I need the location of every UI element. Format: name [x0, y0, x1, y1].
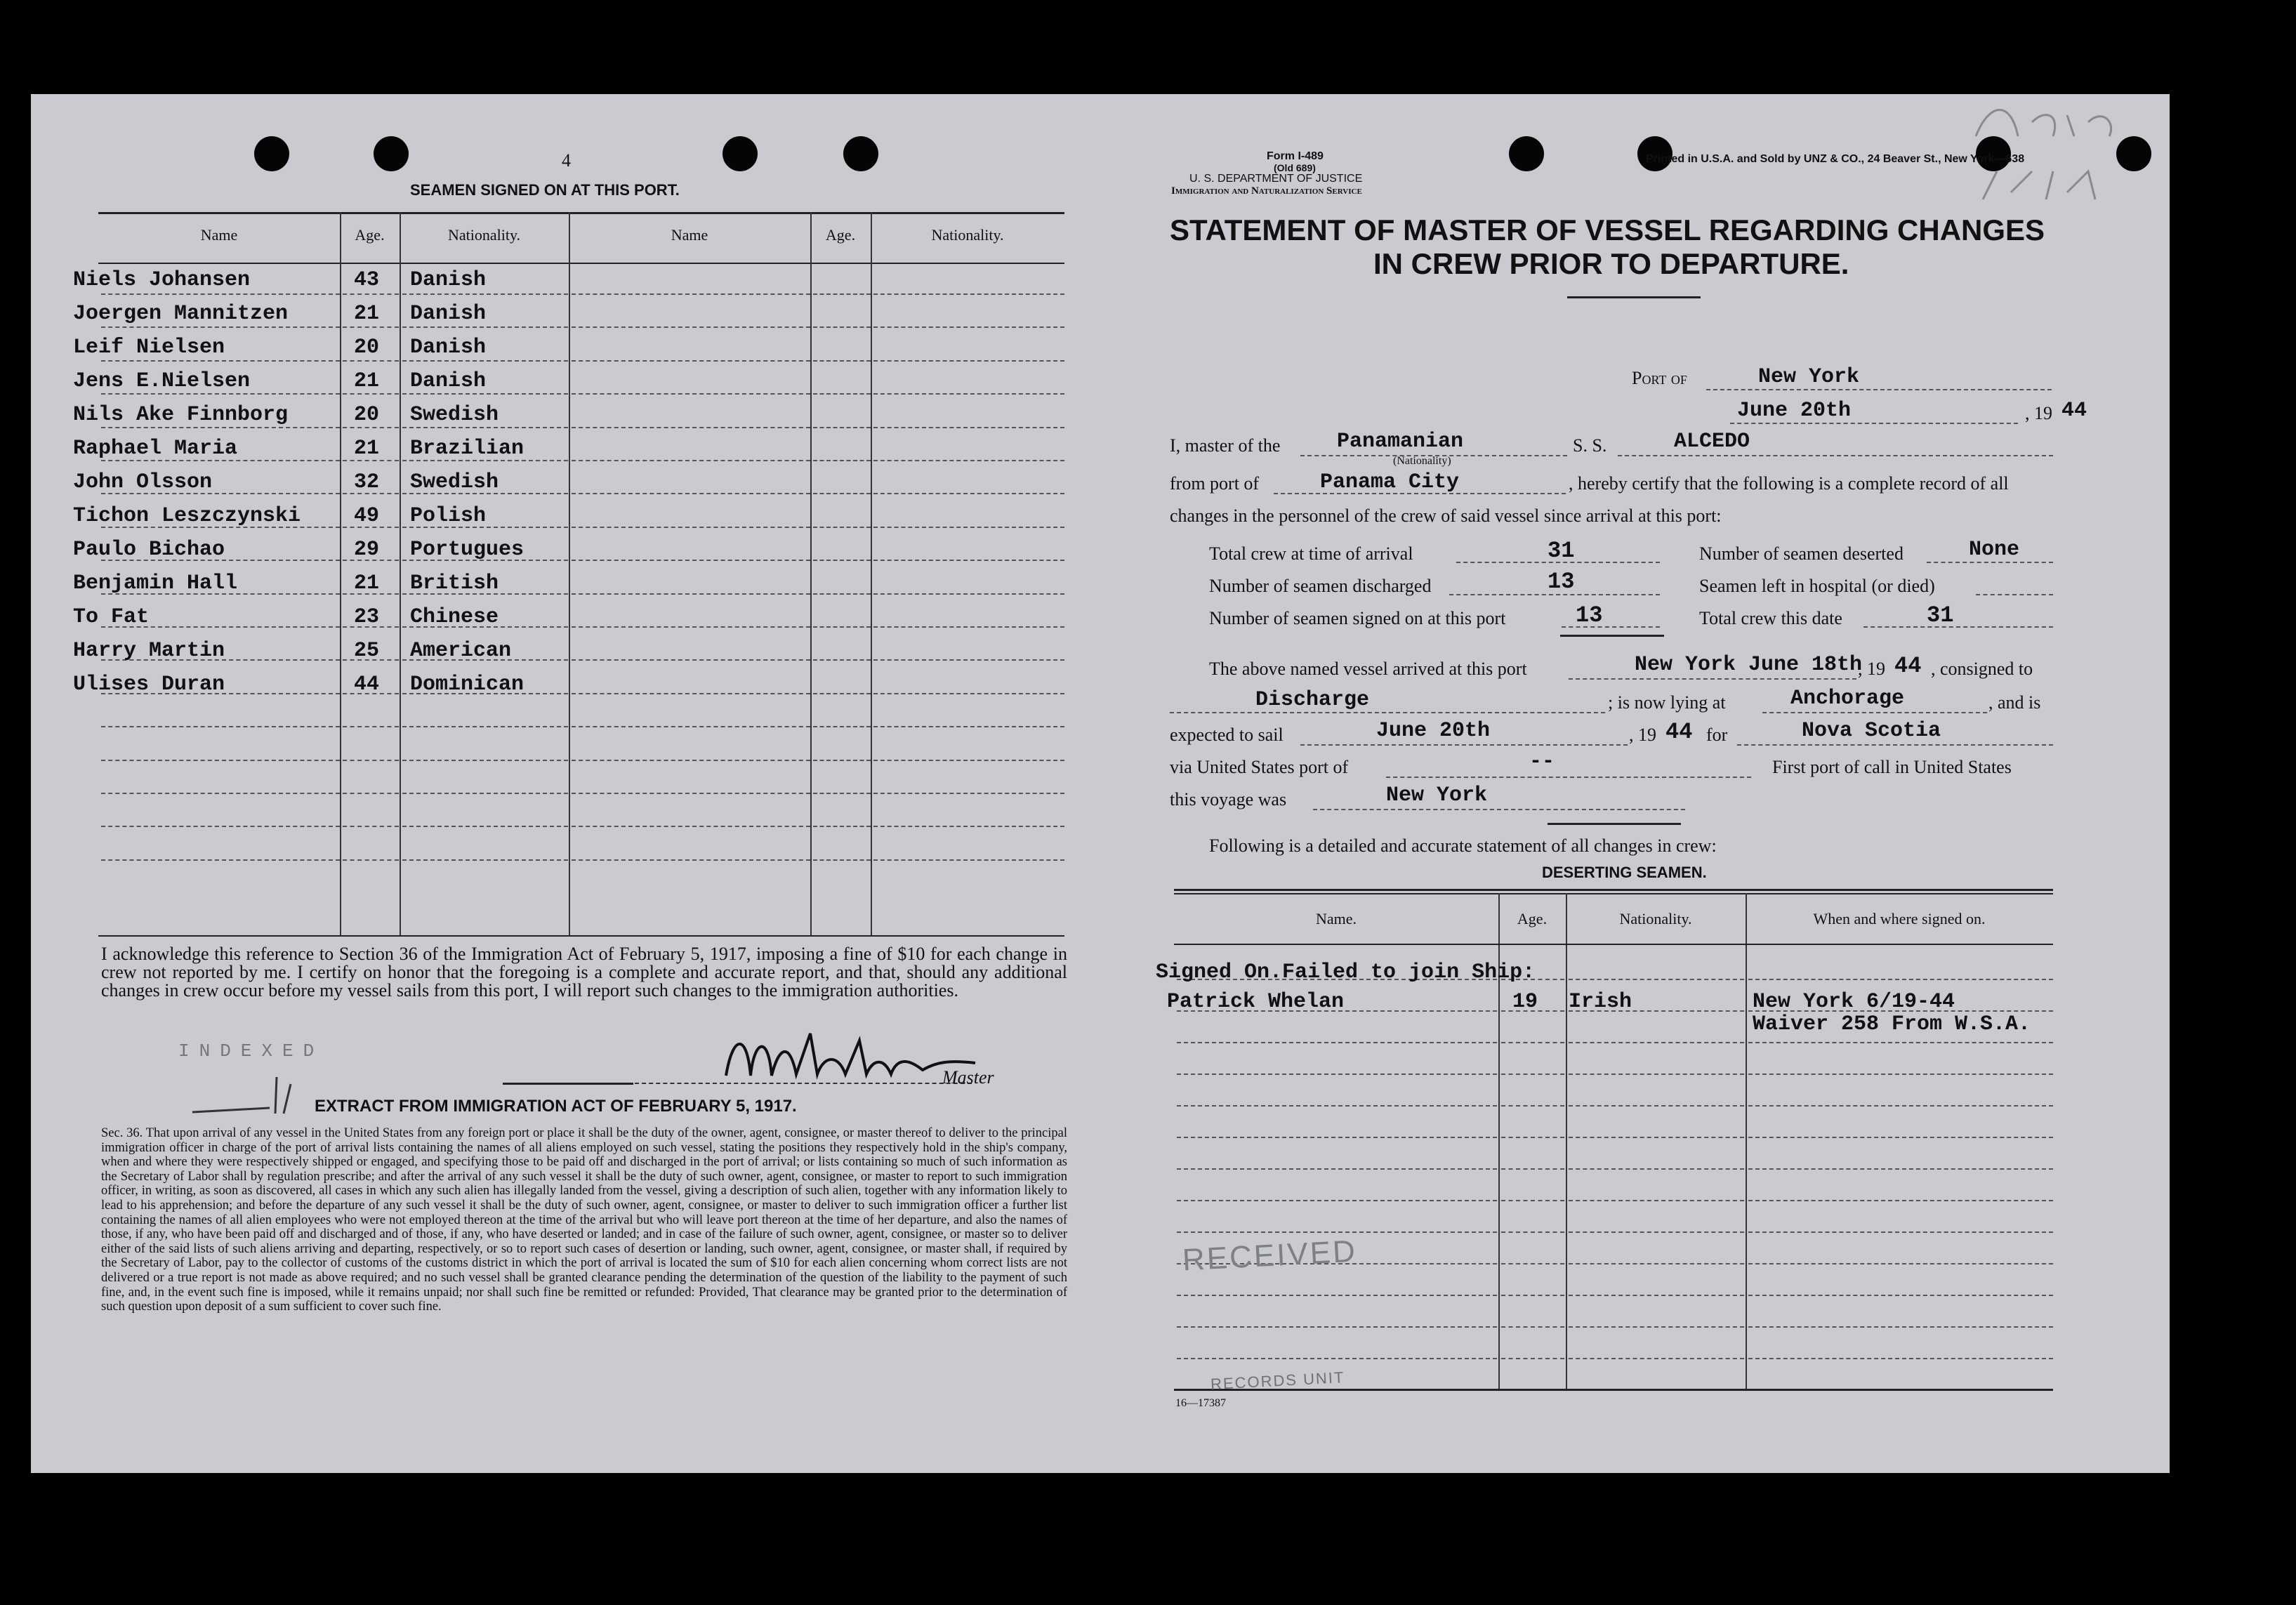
deserting-seaman-age: 19	[1512, 990, 1538, 1014]
deserting-row-rule	[1569, 1358, 1744, 1359]
seaman-age: 21	[354, 437, 380, 461]
seaman-name: Harry Martin	[73, 639, 225, 663]
deserting-row-rule	[1748, 1168, 2053, 1170]
table-row-rule	[873, 859, 1064, 861]
deserting-row-rule	[1748, 1263, 2053, 1264]
certify-text: , hereby certify that the following is a complete record of all	[1569, 473, 2009, 494]
table-row-rule	[873, 493, 1064, 494]
deserting-row-rule	[1569, 1231, 1744, 1233]
printer-credit: Printed in U.S.A. and Sold by UNZ & CO., 24 Beaver St., New York—638	[1646, 153, 2025, 165]
deserting-row-rule	[1569, 1168, 1744, 1170]
seaman-name: Tichon Leszczynski	[73, 504, 301, 528]
deserting-header-age: Age.	[1517, 910, 1548, 927]
table-row-rule	[402, 760, 568, 761]
consigned-line	[1170, 712, 1605, 713]
deserting-row-rule	[1748, 979, 2053, 980]
seaman-nationality: Danish	[410, 302, 487, 326]
table-row-rule	[572, 859, 810, 861]
table-row-rule	[813, 326, 871, 328]
seaman-nationality: American	[410, 639, 512, 663]
punch-hole-icon	[843, 136, 878, 171]
column-header-nationality: Nationality.	[447, 226, 521, 244]
total-crew-date-value: 31	[1927, 602, 1954, 628]
extract-text: Sec. 36. That upon arrival of any vessel in the United States from any foreign port or place it shall be the duty of the owner, agent, consignee, or master thereof to deliver to the principal immigration officer in charge of the port of arrival lists containing the names of all aliens employed on such vessel, stating the positions they respectively hold in the ship's company, when and where they were respectively shipped or engaged, and specifying those to be paid off and discharged in the port of arrival; or lists containing so much of such information as the Secretary of Labor shall by regulation prescribe; and after the arrival of any such vessel it shall be the duty of such owner, agent, consignee, or master to report to such immigration officer, in writing, as soon as discovered, all cases in which any such alien has illegally landed from the vessel, giving a description of such alien, together with any information likely to lead to his apprehension; and before the departure of any such vessel it shall be the duty of such owner, agent, consignee, or master to deliver to such immigration officer a further list containing the names of all alien employees who were not employed thereon at the time of the arrival but who will leave port thereon at the time of her departure, and also the names of those, if any, who have been paid off and discharged and of those, if any, who have deserted or landed; and in case of the failure of such owner, agent, consignee, or master so to deliver either of the said lists of such aliens arriving and departing, respectively, or so to report such cases of desertion or landing, such owner, agent, consignee, or master shall, if required by the Secretary of Labor, pay to the collector of customs of the customs district in which the port of arrival is located the sum of $10 for each alien concerning whom correct lists are not delivered or a true report is not made as above required; and no such vessel shall be granted clearance pending the determination of the question of the liability to the payment of such fine, and, in the event such fine is imposed, while it remains unpaid; nor shall such fine be remitted or refunded: Provided, That clearance may be granted prior to the determination of such question upon deposit of a sum sufficient to cover such fine.	[101, 1126, 1067, 1314]
table-row-rule	[572, 560, 810, 561]
table-row-rule	[813, 859, 871, 861]
seaman-age: 25	[354, 639, 380, 663]
table-row-rule	[402, 393, 568, 395]
extract-rule	[503, 1083, 633, 1085]
first-port-label: First port of call in United States	[1772, 757, 2012, 777]
seaman-name: Nils Ake Finnborg	[73, 403, 289, 427]
seaman-name: John Olsson	[73, 470, 213, 494]
voyage-label: this voyage was	[1170, 789, 1287, 810]
deserting-signed-on-1: New York 6/19-44	[1753, 990, 1955, 1014]
table-row-rule	[572, 493, 810, 494]
table-row-rule	[813, 460, 871, 461]
voyage-rule	[1548, 823, 1681, 825]
discharged-value: 13	[1548, 569, 1575, 595]
column-divider	[810, 212, 812, 935]
nationality-value: Panamanian	[1337, 430, 1464, 454]
table-row-rule	[873, 393, 1064, 395]
table-row-rule	[873, 527, 1064, 528]
table-row-rule	[343, 293, 399, 295]
table-row-rule	[873, 427, 1064, 428]
stamp-mark-icon	[185, 1063, 326, 1119]
received-stamp: RECEIVED	[1181, 1234, 1359, 1278]
from-port-label: from port of	[1170, 473, 1260, 494]
expected-year: 44	[1665, 719, 1693, 745]
seaman-name: Joergen Mannitzen	[73, 302, 289, 326]
deserting-row-rule	[1177, 1358, 1497, 1359]
table-row-rule	[813, 493, 871, 494]
via-line	[1386, 777, 1751, 778]
deserting-row-rule	[1177, 1074, 1497, 1075]
expected-year-prefix: , 19	[1629, 725, 1656, 745]
expected-value: June 20th	[1376, 719, 1491, 743]
arrived-line	[1569, 678, 1856, 680]
total-crew-date-label: Total crew this date	[1699, 608, 1842, 628]
deserting-bottom-rule	[1174, 1389, 2053, 1391]
deserting-column-divider	[1746, 893, 1747, 1389]
stat-line	[1863, 626, 2053, 628]
column-divider	[569, 212, 570, 935]
seaman-nationality: Polish	[410, 504, 487, 528]
changes-text: changes in the personnel of the crew of said vessel since arrival at this port:	[1170, 506, 1722, 526]
seaman-age: 21	[354, 302, 380, 326]
deserting-row-rule	[1177, 1326, 1497, 1328]
table-row-rule	[572, 427, 810, 428]
deserting-row-rule	[1501, 1200, 1564, 1201]
deserted-value: None	[1969, 538, 2020, 562]
deserting-header-nationality: Nationality.	[1619, 910, 1692, 927]
form-title-line-2: IN CREW PRIOR TO DEPARTURE.	[1373, 247, 1849, 280]
port-of-line	[1706, 389, 2052, 390]
deserting-row-rule	[1569, 1137, 1744, 1138]
deserting-title: DESERTING SEAMEN.	[1542, 864, 1707, 881]
table-row-rule	[572, 826, 810, 827]
table-row-rule	[101, 793, 340, 794]
table-row-rule	[572, 593, 810, 595]
deserting-row-rule	[1569, 1105, 1744, 1107]
year-prefix: , 19	[2025, 403, 2052, 423]
voyage-value: New York	[1386, 784, 1488, 807]
table-row-rule	[572, 527, 810, 528]
deserting-row-rule	[1501, 1326, 1564, 1328]
seaman-nationality: Danish	[410, 268, 487, 292]
seaman-nationality: Portugues	[410, 538, 524, 562]
seaman-name: Leif Nielsen	[73, 336, 225, 359]
table-row-rule	[873, 693, 1064, 694]
table-row-rule	[101, 293, 340, 295]
table-row-rule	[813, 826, 871, 827]
table-row-rule	[101, 326, 340, 328]
deserting-row-rule	[1748, 1358, 2053, 1359]
arrived-year-prefix: , 19	[1858, 659, 1885, 679]
via-value: --	[1529, 750, 1555, 774]
table-row-rule	[572, 793, 810, 794]
table-row-rule	[572, 326, 810, 328]
deserting-row-rule	[1501, 1263, 1564, 1264]
deserting-column-divider	[1566, 893, 1567, 1389]
table-row-rule	[101, 760, 340, 761]
table-row-rule	[873, 626, 1064, 628]
nationality-caption: (Nationality)	[1393, 455, 1451, 467]
vessel-name-line	[1618, 455, 2053, 456]
deserting-row-rule	[1748, 1105, 2053, 1107]
punch-hole-icon	[1509, 136, 1544, 171]
seaman-name: Benjamin Hall	[73, 572, 238, 595]
table-row-rule	[343, 793, 399, 794]
for-value: Nova Scotia	[1802, 719, 1941, 743]
seaman-name: Paulo Bichao	[73, 538, 225, 562]
port-of-label: Port of	[1632, 368, 1687, 388]
seaman-nationality: Swedish	[410, 470, 499, 494]
deserting-row-rule	[1501, 1295, 1564, 1296]
signed-on-underline	[1560, 635, 1664, 637]
for-line	[1737, 744, 2053, 746]
deserting-row-rule	[1748, 1074, 2053, 1075]
deserting-row-rule	[1748, 1231, 2053, 1233]
seaman-nationality: Chinese	[410, 605, 499, 629]
column-header-nationality: Nationality.	[931, 226, 1004, 244]
handwritten-note-icon	[1969, 94, 2137, 213]
date-value: June 20th	[1737, 399, 1852, 423]
from-port-value: Panama City	[1320, 470, 1460, 494]
indexed-stamp: INDEXED	[178, 1041, 324, 1062]
table-row-rule	[402, 859, 568, 861]
seaman-age: 21	[354, 369, 380, 393]
table-row-rule	[343, 826, 399, 827]
table-row-rule	[101, 826, 340, 827]
table-row-rule	[343, 859, 399, 861]
total-crew-arrival-value: 31	[1548, 538, 1575, 564]
seaman-age: 23	[354, 605, 380, 629]
table-row-rule	[813, 360, 871, 362]
deserting-note: Signed On.Failed to join Ship:	[1156, 960, 1536, 984]
table-row-rule	[572, 760, 810, 761]
table-row-rule	[343, 393, 399, 395]
table-row-rule	[813, 693, 871, 694]
table-row-rule	[402, 726, 568, 727]
deserting-row-rule	[1569, 1042, 1744, 1043]
seaman-name: Niels Johansen	[73, 268, 251, 292]
form-title-line-1: STATEMENT OF MASTER OF VESSEL REGARDING CHANGES	[1170, 213, 2045, 246]
seaman-age: 20	[354, 336, 380, 359]
department-name: U. S. DEPARTMENT OF JUSTICE	[1189, 173, 1363, 185]
seaman-name: Jens E.Nielsen	[73, 369, 251, 393]
deserting-row-rule	[1748, 1326, 2053, 1328]
table-row-rule	[343, 360, 399, 362]
voyage-line	[1313, 809, 1685, 810]
deserting-row-rule	[1501, 1074, 1564, 1075]
table-top-rule	[98, 212, 1064, 214]
table-row-rule	[572, 360, 810, 362]
table-row-rule	[101, 859, 340, 861]
table-row-rule	[873, 826, 1064, 827]
column-header-name: Name	[671, 226, 708, 244]
table-row-rule	[873, 293, 1064, 295]
table-row-rule	[813, 793, 871, 794]
table-row-rule	[873, 460, 1064, 461]
seaman-name: To Fat	[73, 605, 150, 629]
table-row-rule	[572, 659, 810, 661]
service-name: Immigration and Naturalization Service	[1171, 185, 1362, 197]
table-row-rule	[873, 593, 1064, 595]
column-header-age: Age.	[355, 226, 385, 244]
seaman-name: Ulises Duran	[73, 673, 225, 696]
seaman-age: 43	[354, 268, 380, 292]
column-divider	[340, 212, 341, 935]
table-row-rule	[572, 626, 810, 628]
table-row-rule	[343, 326, 399, 328]
table-row-rule	[402, 293, 568, 295]
deserting-row-rule	[1569, 1326, 1744, 1328]
deserting-header-rule	[1174, 944, 2053, 945]
deserting-row-rule	[1748, 1137, 2053, 1138]
deserting-row-rule	[1569, 1074, 1744, 1075]
deserting-row-rule	[1501, 1231, 1564, 1233]
form-code: 16—17387	[1175, 1397, 1226, 1409]
section-title: SEAMEN SIGNED ON AT THIS PORT.	[410, 181, 680, 199]
form-number: Form I-489	[1267, 150, 1324, 162]
punch-hole-icon	[723, 136, 758, 171]
lying-label: ; is now lying at	[1608, 692, 1726, 713]
date-line	[1730, 423, 2018, 424]
deserting-row-rule	[1177, 1137, 1497, 1138]
document-sheet	[31, 94, 2170, 1473]
table-row-rule	[813, 760, 871, 761]
deserting-row-rule	[1501, 1137, 1564, 1138]
deserting-row-rule	[1569, 1263, 1744, 1264]
total-crew-arrival-label: Total crew at time of arrival	[1209, 543, 1413, 564]
table-row-rule	[343, 726, 399, 727]
table-row-rule	[813, 626, 871, 628]
deserting-header-when-where: When and where signed on.	[1813, 910, 1986, 927]
table-row-rule	[873, 326, 1064, 328]
via-label: via United States port of	[1170, 757, 1349, 777]
seaman-age: 29	[354, 538, 380, 562]
seaman-age: 20	[354, 403, 380, 427]
deserted-label: Number of seamen deserted	[1699, 543, 1904, 564]
deserting-row-rule	[1177, 1168, 1497, 1170]
table-row-rule	[873, 360, 1064, 362]
consigned-label: , consigned to	[1931, 659, 2033, 679]
master-of-label: I, master of the	[1170, 435, 1281, 456]
table-row-rule	[402, 326, 568, 328]
deserting-row-rule	[1177, 1200, 1497, 1201]
table-row-rule	[873, 659, 1064, 661]
deserting-seaman-nationality: Irish	[1569, 990, 1632, 1014]
seaman-name: Raphael Maria	[73, 437, 238, 461]
table-row-rule	[873, 560, 1064, 561]
punch-hole-icon	[374, 136, 409, 171]
table-row-rule	[813, 427, 871, 428]
deserting-row-rule	[1177, 1231, 1497, 1233]
table-row-rule	[813, 560, 871, 561]
deserting-row-rule	[1569, 1295, 1744, 1296]
table-row-rule	[572, 393, 810, 395]
deserting-signed-on-2: Waiver 258 From W.S.A.	[1753, 1012, 2031, 1036]
column-header-name: Name	[200, 226, 238, 244]
seaman-age: 21	[354, 572, 380, 595]
deserting-row-rule	[1501, 1105, 1564, 1107]
seaman-nationality: Dominican	[410, 673, 524, 696]
table-row-rule	[873, 793, 1064, 794]
column-header-age: Age.	[825, 226, 856, 244]
table-row-rule	[343, 760, 399, 761]
deserting-seaman-name: Patrick Whelan	[1167, 990, 1345, 1014]
deserting-row-rule	[1748, 1200, 2053, 1201]
deserting-row-rule	[1177, 1295, 1497, 1296]
table-row-rule	[572, 460, 810, 461]
seaman-nationality: Swedish	[410, 403, 499, 427]
table-row-rule	[873, 760, 1064, 761]
stat-line	[1976, 594, 2053, 595]
deserting-row-rule	[1501, 1168, 1564, 1170]
table-bottom-rule	[98, 935, 1064, 937]
table-row-rule	[813, 293, 871, 295]
deserting-row-rule	[1177, 1105, 1497, 1107]
table-row-rule	[101, 360, 340, 362]
port-of-value: New York	[1758, 365, 1860, 389]
deserting-row-rule	[1569, 979, 1744, 980]
arrived-year: 44	[1894, 653, 1922, 679]
ss-label: S. S.	[1573, 435, 1607, 456]
seaman-age: 44	[354, 673, 380, 696]
master-label: Master	[942, 1067, 994, 1088]
deserting-row-rule	[1748, 1295, 2053, 1296]
table-header-rule	[98, 263, 1064, 264]
seaman-nationality: Danish	[410, 369, 487, 393]
table-row-rule	[813, 726, 871, 727]
and-is-label: , and is	[1988, 692, 2041, 713]
signed-on-value: 13	[1576, 602, 1603, 628]
year-value: 44	[2061, 399, 2087, 423]
expected-label: expected to sail	[1170, 725, 1284, 745]
seaman-age: 32	[354, 470, 380, 494]
seaman-age: 49	[354, 504, 380, 528]
title-rule	[1567, 296, 1701, 298]
stat-line	[1927, 562, 2053, 563]
table-row-rule	[813, 527, 871, 528]
deserting-row-rule	[1748, 1042, 2053, 1043]
hospital-label: Seamen left in hospital (or died)	[1699, 576, 1935, 596]
deserting-header-name: Name.	[1315, 910, 1357, 927]
table-row-rule	[873, 726, 1064, 727]
seaman-nationality: Brazilian	[410, 437, 524, 461]
arrived-label: The above named vessel arrived at this port	[1209, 659, 1527, 679]
table-row-rule	[813, 393, 871, 395]
deserting-top-rule	[1174, 889, 2053, 891]
expected-line	[1300, 744, 1628, 746]
seaman-nationality: Danish	[410, 336, 487, 359]
table-row-rule	[572, 693, 810, 694]
deserting-row-rule	[1501, 1358, 1564, 1359]
deserting-row-rule	[1501, 1042, 1564, 1043]
seaman-nationality: British	[410, 572, 499, 595]
table-row-rule	[813, 659, 871, 661]
discharged-label: Number of seamen discharged	[1209, 576, 1432, 596]
lying-value: Anchorage	[1790, 687, 1905, 711]
consigned-value: Discharge	[1255, 688, 1370, 712]
vessel-name: ALCEDO	[1674, 430, 1750, 454]
records-stamp: RECORDS UNIT	[1210, 1368, 1345, 1393]
for-label: for	[1706, 725, 1728, 745]
table-row-rule	[813, 593, 871, 595]
table-row-rule	[402, 793, 568, 794]
table-row-rule	[402, 360, 568, 362]
deserting-row-rule	[1177, 1042, 1497, 1043]
punch-hole-icon	[254, 136, 289, 171]
lying-line	[1762, 712, 1987, 713]
deserting-row-rule	[1569, 1200, 1744, 1201]
column-divider	[871, 212, 872, 935]
table-row-rule	[572, 726, 810, 727]
extract-title: EXTRACT FROM IMMIGRATION ACT OF FEBRUARY 5, 1917.	[315, 1097, 797, 1116]
deserting-top-rule-2	[1174, 893, 2053, 894]
table-row-rule	[101, 726, 340, 727]
signed-on-label: Number of seamen signed on at this port	[1209, 608, 1506, 628]
column-divider	[400, 212, 401, 935]
table-row-rule	[572, 293, 810, 295]
table-row-rule	[101, 393, 340, 395]
following-text: Following is a detailed and accurate statement of all changes in crew:	[1209, 835, 1717, 856]
page-number: 4	[562, 150, 571, 171]
arrived-value: New York June 18th	[1635, 653, 1863, 677]
table-row-rule	[402, 826, 568, 827]
form-old-number: (Old 689)	[1274, 162, 1316, 173]
acknowledgment-text: I acknowledge this reference to Section 36 of the Immigration Act of February 5, 1917, imposing a fine of $10 for each change in crew not reported by me. I certify on honor that the foregoing is a complete and accurate report, and that, should any additional changes in crew occur before my vessel sails from this port, I will report such changes to the immigration authorities.	[101, 944, 1067, 1000]
